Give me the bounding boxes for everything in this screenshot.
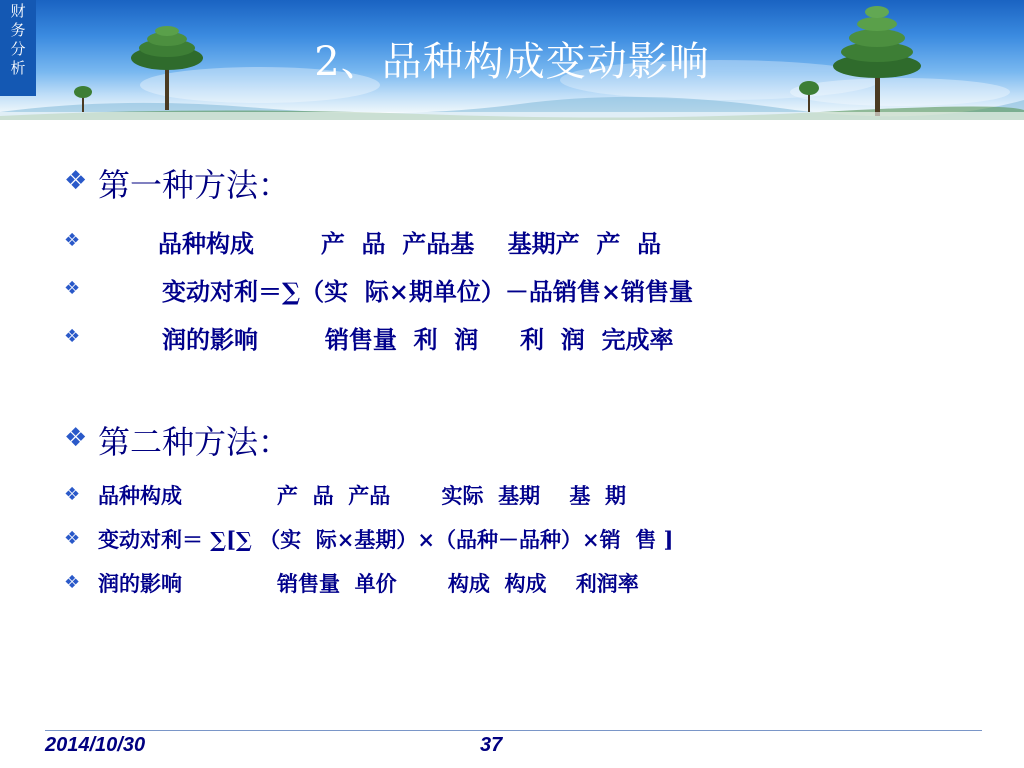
diamond-bullet-icon: ❖	[64, 230, 81, 251]
diamond-bullet-icon: ❖	[64, 484, 81, 505]
method2-heading: 第二种方法：	[98, 423, 291, 461]
method1-heading: 第一种方法：	[98, 166, 291, 204]
page-number: 37	[480, 734, 503, 756]
side-label-char: 财	[10, 2, 26, 20]
footer-date: 2014/10/30	[45, 734, 146, 756]
method2-row: 变动对利＝ ∑[∑ （实 际×基期）×（品种－品种）×销 售 ]	[98, 527, 674, 552]
method2-row: 品种构成 产 品 产品 实际 基期 基 期	[98, 483, 626, 508]
footer-divider	[45, 730, 982, 731]
side-label-char: 析	[10, 59, 26, 77]
diamond-bullet-icon: ❖	[64, 278, 81, 299]
method2-row: 润的影响 销售量 单价 构成 构成 利润率	[98, 571, 639, 596]
method1-row: 润的影响 销售量 利 润 利 润 完成率	[162, 325, 674, 354]
diamond-bullet-icon: ❖	[64, 166, 88, 196]
method1-row: 变动对利＝∑（实 际×期单位）－品销售×销售量	[162, 277, 693, 306]
slide-title: 2、品种构成变动影响	[314, 39, 710, 85]
method1-row: 品种构成 产 品 产品基 基期产 产 品	[158, 229, 662, 258]
side-label-char: 务	[10, 21, 26, 39]
diamond-bullet-icon: ❖	[64, 326, 81, 347]
diamond-bullet-icon: ❖	[64, 528, 81, 549]
side-label-char: 分	[10, 40, 26, 58]
diamond-bullet-icon: ❖	[64, 423, 88, 453]
diamond-bullet-icon: ❖	[64, 572, 81, 593]
